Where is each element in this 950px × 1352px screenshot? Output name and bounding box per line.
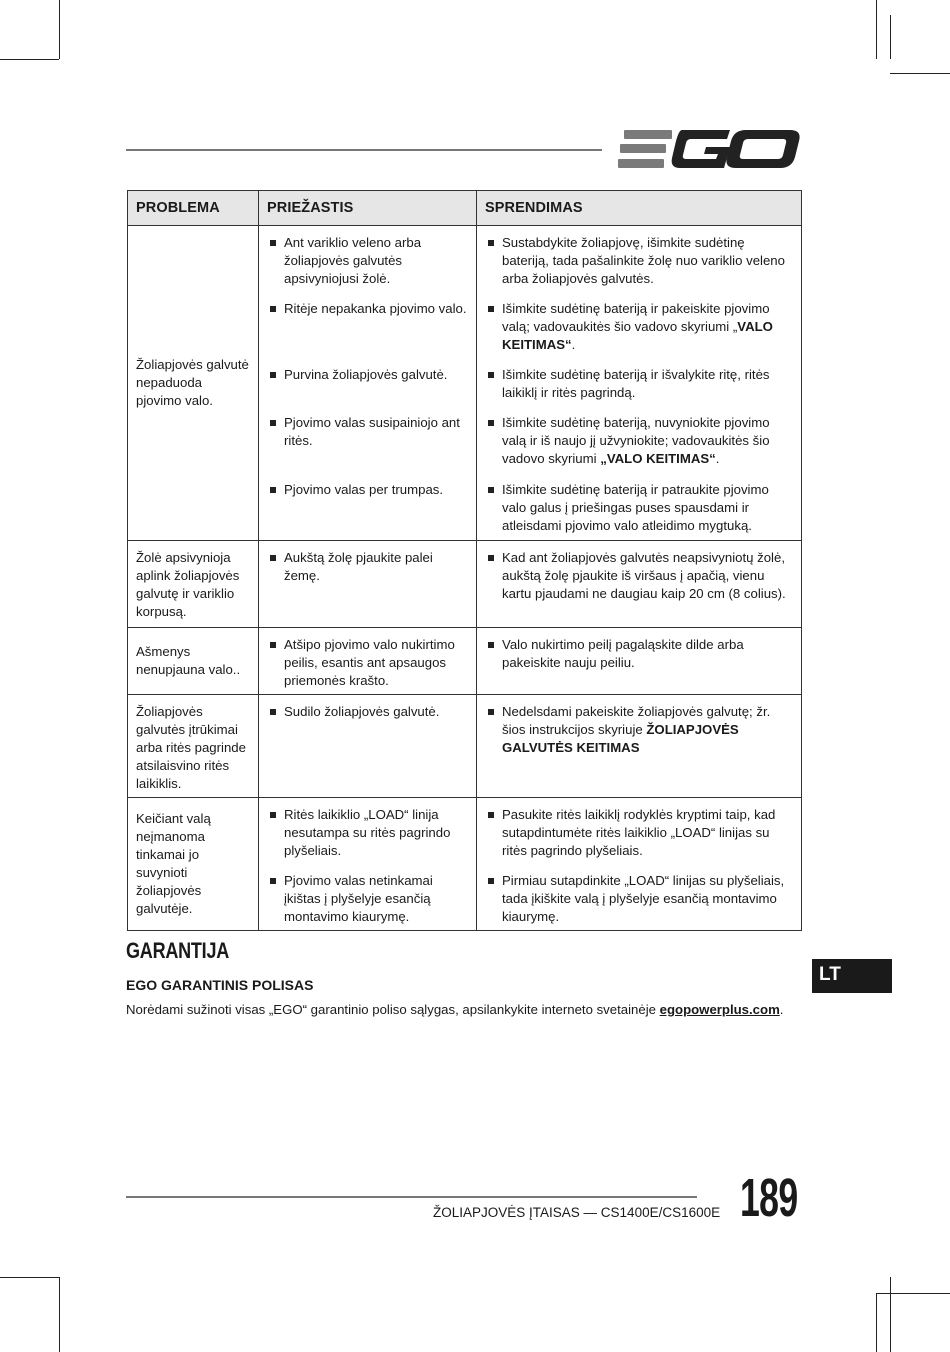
problem-cell: Žoliapjovės galvutė nepaduoda pjovimo valo. xyxy=(128,226,259,541)
table-row xyxy=(128,627,802,694)
cause-cell xyxy=(259,226,477,293)
crop-mark xyxy=(890,73,950,74)
crop-mark xyxy=(59,1277,60,1352)
solution-text: Kad ant žoliapjovės galvutės neapsivyniotų žolė, aukštą žolę pjaukite iš viršaus į apačią, vienu kartu pjaudami ne daugiau kaip 20 cm (8 colius). xyxy=(485,549,793,603)
crop-mark xyxy=(890,15,891,59)
table-header-row xyxy=(128,191,802,226)
crop-mark xyxy=(876,0,877,59)
footer-rule xyxy=(126,1196,697,1198)
column-header-priezastis: PRIEŽASTIS xyxy=(259,191,477,226)
solution-cell xyxy=(477,864,802,931)
crop-mark xyxy=(0,1277,59,1278)
crop-mark xyxy=(890,1277,891,1352)
cause-text: Atšipo pjovimo valo nukirtimo peilis, esantis ant apsaugos priemonės krašto. xyxy=(267,636,468,690)
footer-title: ŽOLIAPJOVĖS ĮTAISAS — CS1400E/CS1600E xyxy=(433,1205,721,1220)
problem-cell: Ašmenys nenupjauna valo.. xyxy=(128,627,259,694)
solution-cell xyxy=(477,694,802,797)
section-subheading: EGO GARANTINIS POLISAS xyxy=(126,977,314,993)
language-tab: LT xyxy=(812,959,892,993)
cause-cell xyxy=(259,540,477,627)
warranty-link[interactable]: egopowerplus.com xyxy=(659,1002,780,1017)
warranty-paragraph: Norėdami sužinoti visas „EGO“ garantinio poliso sąlygas, apsilankykite interneto svetainėje egopowerplus.com. xyxy=(126,1002,784,1017)
cause-cell xyxy=(259,694,477,797)
cause-cell xyxy=(259,292,477,358)
cause-text: Ritės laikiklio „LOAD“ linija nesutampa su ritės pagrindo plyšeliais. xyxy=(267,806,468,860)
cause-text: Purvina žoliapjovės galvutė. xyxy=(267,366,468,384)
cause-cell xyxy=(259,627,477,694)
table-row xyxy=(128,797,802,864)
crop-mark xyxy=(59,0,60,59)
section-heading: GARANTIJA xyxy=(126,938,230,963)
solution-cell xyxy=(477,627,802,694)
column-header-problema: PROBLEMA xyxy=(128,191,259,226)
problem-cell: Žoliapjovės galvutės įtrūkimai arba ritės pagrinde atsilaisvino ritės laikiklis. xyxy=(128,694,259,797)
header-rule xyxy=(126,149,602,151)
cause-text: Pjovimo valas per trumpas. xyxy=(267,481,468,499)
solution-cell xyxy=(477,540,802,627)
cause-cell xyxy=(259,473,477,540)
solution-cell xyxy=(477,292,802,358)
solution-text: Pirmiau sutapdinkite „LOAD“ linijas su plyšeliais, tada įkiškite valą į plyšelyje esančią montavimo kiaurymę. xyxy=(485,872,793,926)
solution-cell xyxy=(477,473,802,540)
column-header-sprendimas: SPRENDIMAS xyxy=(477,191,802,226)
problem-cell: Keičiant valą neįmanoma tinkamai jo suvynioti žoliapjovės galvutėje. xyxy=(128,797,259,931)
solution-text: Valo nukirtimo peilį pagaląskite dilde arba pakeiskite nauju peiliu. xyxy=(485,636,793,672)
cause-text: Ritėje nepakanka pjovimo valo. xyxy=(267,300,468,318)
cause-text: Pjovimo valas netinkamai įkištas į plyšelyje esančią montavimo kiaurymę. xyxy=(267,872,468,926)
crop-mark xyxy=(0,59,59,60)
cause-cell xyxy=(259,358,477,406)
cause-text: Ant variklio veleno arba žoliapjovės galvutės apsivyniojusi žolė. xyxy=(267,234,468,288)
solution-text: Išimkite sudėtinę bateriją, nuvyniokite pjovimo valą ir iš naujo jį užvyniokite; vadovaukitės šio vadovo skyriumi „VALO KEITIMAS“. xyxy=(485,414,793,468)
cause-text: Aukštą žolę pjaukite palei žemę. xyxy=(267,549,468,585)
cause-text: Pjovimo valas susipainiojo ant ritės. xyxy=(267,414,468,450)
cause-cell xyxy=(259,406,477,473)
table-row xyxy=(128,540,802,627)
table-row xyxy=(128,694,802,797)
crop-mark xyxy=(876,1293,877,1352)
solution-cell xyxy=(477,358,802,406)
solution-text: Išimkite sudėtinę bateriją ir patraukite pjovimo valo galus į priešingas puses spausdami ir atleisdami pjovimo valo atleidimo mygtuką. xyxy=(485,481,793,535)
solution-text: Sustabdykite žoliapjovę, išimkite sudėtinę bateriją, tada pašalinkite žolę nuo variklio veleno arba žoliapjovės galvutės. xyxy=(485,234,793,288)
solution-text: Išimkite sudėtinę bateriją ir išvalykite ritę, ritės laikiklį ir ritės pagrindą. xyxy=(485,366,793,402)
cause-cell xyxy=(259,797,477,864)
solution-cell xyxy=(477,797,802,864)
solution-text: Nedelsdami pakeiskite žoliapjovės galvutę; žr. šios instrukcijos skyriuje ŽOLIAPJOVĖS GALVUTĖS KEITIMAS xyxy=(485,703,793,757)
cause-text: Sudilo žoliapjovės galvutė. xyxy=(267,703,468,721)
solution-cell xyxy=(477,226,802,293)
table-row xyxy=(128,226,802,293)
solution-text: Pasukite ritės laikiklį rodyklės kryptimi taip, kad sutapdintumėte ritės laikiklio „LOAD“ linijas su ritės pagrindo plyšeliais. xyxy=(485,806,793,860)
troubleshooting-table xyxy=(127,190,802,931)
cause-cell xyxy=(259,864,477,931)
page-number: 189 xyxy=(740,1168,798,1228)
ego-logo xyxy=(618,128,800,170)
problem-cell: Žolė apsivynioja aplink žoliapjovės galvutę ir variklio korpusą. xyxy=(128,540,259,627)
solution-cell xyxy=(477,406,802,473)
solution-text: Išimkite sudėtinę bateriją ir pakeiskite pjovimo valą; vadovaukitės šio vadovo skyriumi „VALO KEITIMAS“. xyxy=(485,300,793,354)
crop-mark xyxy=(876,1293,950,1294)
